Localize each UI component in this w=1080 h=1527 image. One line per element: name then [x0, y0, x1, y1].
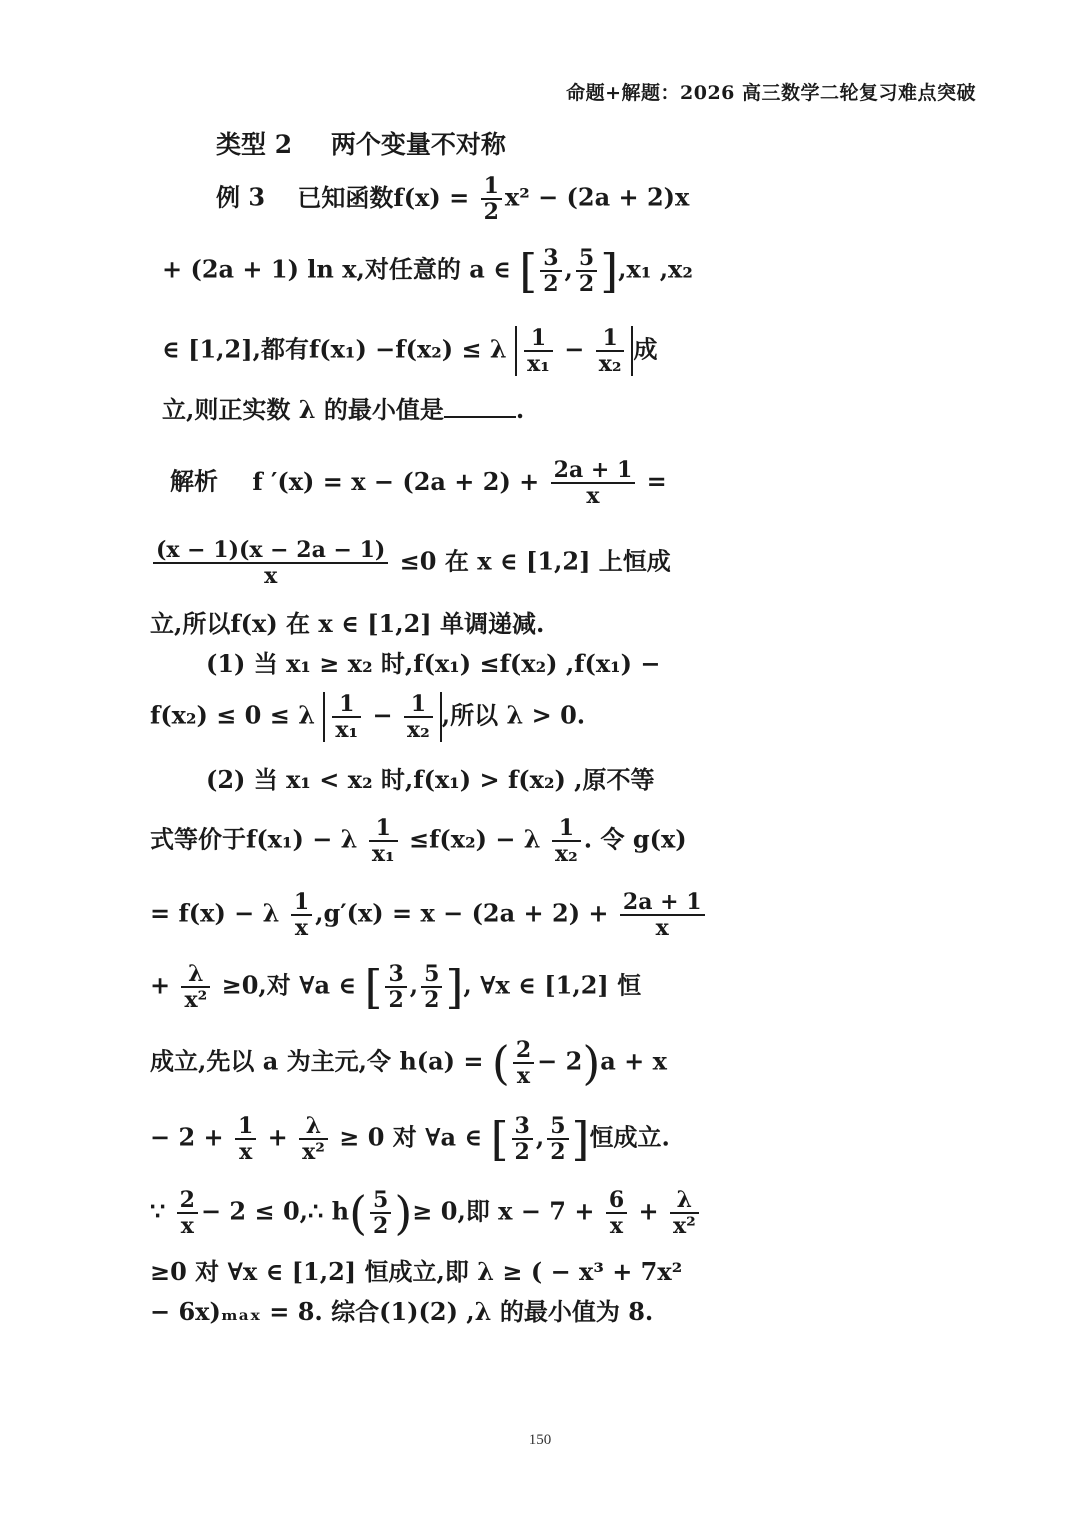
solution-line-9: + $\frac{\lambda}{\text{x²}}$ ≥0,对 ∀a ∈ [ $\frac{3}{2}$ , $\frac{5}{2}$ ], ∀x ∈ [1,2] 恒 [150, 960, 642, 1015]
solution-text: − 2 ≤ 0,∴ h [200, 1196, 350, 1226]
fraction-five-halves [547, 1114, 568, 1164]
solution-text: , ∀x ∈ [1,2] 恒 [463, 970, 642, 1000]
solution-text: . 令 g(x) [583, 824, 687, 854]
frac-den: 2 [373, 1213, 389, 1240]
frac-num: 2 [177, 1188, 198, 1214]
fraction-one-over-x1 [332, 692, 361, 742]
frac-den: x [264, 563, 278, 590]
solution-text: a + x [600, 1046, 667, 1076]
frac-num: 1 [291, 890, 312, 916]
example-text: ∈ [1,2],都有f(x₁) −f(x₂) ≤ λ [162, 334, 507, 364]
bracket-close: ] [600, 244, 619, 299]
fraction-2a-plus-1-over-x [620, 890, 705, 940]
solution-line-2 [150, 538, 671, 588]
paren-open: ( [349, 1186, 368, 1241]
solution-line-6: (2) 当 x₁ < x₂ 时,f(x₁) > f(x₂) ,原不等 [206, 765, 655, 794]
section-label: 类型 2 [216, 130, 293, 159]
frac-den: x₁ [371, 841, 395, 868]
fraction-one-over-x [235, 1114, 256, 1164]
bracket-close: ] [445, 960, 464, 1015]
example-text: 立,则正实数 λ 的最小值是 [162, 395, 444, 424]
frac-num: λ [670, 1188, 699, 1214]
solution-text: + [638, 1196, 659, 1226]
solution-text: ≤f(x₂) − λ [409, 824, 541, 854]
bracket-open: [ [364, 960, 383, 1015]
solution-text: ,g′(x) = x − (2a + 2) + [315, 898, 609, 928]
frac-num: 1 [404, 692, 433, 718]
example-text: . [515, 395, 525, 424]
frac-den: x [180, 1213, 194, 1240]
fraction-lambda-over-x2 [299, 1114, 328, 1164]
frac-num: 1 [552, 816, 581, 842]
frac-den: 2 [483, 199, 499, 226]
frac-den: x₂ [554, 841, 578, 868]
absolute-value: $\frac{1}{\text{x₁}}$ − $\frac{1}{\text{x₂}}$ [515, 326, 633, 376]
solution-line-1 [170, 458, 667, 508]
example-line-1 [216, 174, 689, 224]
solution-line-11: − 2 + $\frac{1}{x}$ + $\frac{\lambda}{\text{x²}}$ ≥ 0 对 ∀a ∈ [ $\frac{3}{2}$ , $\frac{5}{2}$ ]恒成立. [150, 1112, 670, 1167]
frac-num: 1 [481, 174, 502, 200]
example-text: x² − (2a + 2)x [504, 182, 690, 212]
solution-text: f(x₂) ≤ 0 ≤ λ [150, 700, 316, 730]
fraction-two-over-x [513, 1038, 534, 1088]
frac-den: x₂ [598, 351, 622, 378]
solution-line-3: 立,所以f(x) 在 x ∈ [1,2] 单调递减. [150, 609, 545, 638]
frac-num: 2a + 1 [551, 458, 636, 484]
fraction-lambda-over-x2 [670, 1188, 699, 1238]
example-text: 已知函数f(x) = [297, 182, 470, 212]
solution-text: = [646, 466, 667, 496]
solution-line-8 [150, 890, 708, 940]
frac-num: 1 [524, 326, 553, 352]
example-text: + (2a + 1) ln x,对任意的 a ∈ [162, 254, 511, 284]
fraction-five-halves [576, 246, 597, 296]
frac-den: x₁ [335, 717, 359, 744]
solution-text: 恒成立. [589, 1122, 670, 1152]
fraction-three-halves [512, 1114, 533, 1164]
solution-text: ∵ [150, 1196, 166, 1226]
frac-den: x² [302, 1139, 325, 1166]
frac-den: x [586, 483, 600, 510]
solution-line-14: − 6x)ₘₐₓ = 8. 综合(1)(2) ,λ 的最小值为 8. [150, 1297, 654, 1326]
frac-num: 5 [370, 1188, 391, 1214]
frac-den: x₂ [406, 717, 430, 744]
fraction-derivative-factored [153, 538, 388, 588]
solution-text: + [267, 1122, 288, 1152]
frac-den: x [239, 1139, 253, 1166]
fraction-three-halves [385, 962, 406, 1012]
bracket-close: ] [571, 1112, 590, 1167]
frac-num: 1 [235, 1114, 256, 1140]
fraction-two-over-x [177, 1188, 198, 1238]
fraction-half [481, 174, 502, 224]
frac-den: 2 [543, 271, 559, 298]
fraction-three-halves [540, 246, 561, 296]
fraction-2a-plus-1-over-x [551, 458, 636, 508]
fraction-one-over-x1 [524, 326, 553, 376]
solution-text: ≥ 0 对 ∀a ∈ [339, 1122, 483, 1152]
solution-text: = f(x) − λ [150, 898, 280, 928]
page-number: 150 [528, 1432, 552, 1448]
frac-num: 5 [576, 246, 597, 272]
solution-line-10 [150, 1036, 667, 1091]
frac-num: 5 [421, 962, 442, 988]
frac-den: 2 [514, 1139, 530, 1166]
frac-num: 1 [369, 816, 398, 842]
solution-line-5 [150, 692, 585, 742]
absolute-value: $\frac{1}{\text{x₁}}$ − $\frac{1}{\text{x₂}}$ [323, 692, 441, 742]
frac-num: λ [181, 962, 210, 988]
solution-text: ,所以 λ > 0. [441, 700, 586, 730]
fraction-five-halves [421, 962, 442, 1012]
section-heading [216, 132, 506, 157]
frac-den: x² [672, 1213, 696, 1240]
fraction-one-over-x2 [596, 326, 625, 376]
example-line-4 [162, 395, 525, 424]
fraction-five-halves [370, 1188, 391, 1238]
frac-den: 2 [550, 1139, 566, 1166]
frac-num: 6 [606, 1188, 627, 1214]
frac-num: λ [299, 1114, 328, 1140]
solution-text: − 2 + [150, 1122, 224, 1152]
frac-num: 3 [385, 962, 406, 988]
frac-num: 5 [547, 1114, 568, 1140]
solution-text: f ′(x) = x − (2a + 2) + [252, 466, 540, 496]
fraction-one-over-x [291, 890, 312, 940]
frac-den: x [609, 1213, 624, 1240]
example-text: ,x₁ ,x₂ [618, 254, 693, 284]
solution-text: ≥0,对 ∀a ∈ [221, 970, 357, 1000]
frac-num: 3 [540, 246, 561, 272]
example-label: 例 3 [216, 182, 266, 212]
solution-text: ≤0 在 x ∈ [1,2] 上恒成 [399, 546, 671, 576]
fraction-one-over-x1 [369, 816, 398, 866]
solution-text: + [150, 970, 171, 1000]
frac-num: 1 [596, 326, 625, 352]
solution-line-13: ≥0 对 ∀x ∈ [1,2] 恒成立,即 λ ≥ ( − x³ + 7x² [150, 1257, 683, 1286]
example-text: 成 [633, 334, 658, 364]
fraction-lambda-over-x2 [181, 962, 210, 1012]
paren-close: ) [394, 1186, 413, 1241]
running-header: 命题+解题：2026 高三数学二轮复习难点突破 [566, 82, 976, 104]
frac-den: x [294, 915, 309, 942]
frac-den: 2 [424, 987, 440, 1014]
solution-text: ≥ 0,即 x − 7 + [412, 1196, 595, 1226]
frac-den: x [516, 1063, 531, 1090]
solution-line-12 [150, 1186, 702, 1241]
example-line-2: + (2a + 1) ln x,对任意的 a ∈ [ $\frac{3}{2}$ , $\frac{5}{2}$ ],x₁ ,x₂ [162, 244, 693, 299]
solution-text: 式等价于f(x₁) − λ [150, 824, 358, 854]
frac-den: x [655, 915, 669, 942]
solution-line-4: (1) 当 x₁ ≥ x₂ 时,f(x₁) ≤f(x₂) ,f(x₁) − [206, 649, 661, 678]
frac-num: 2 [513, 1038, 534, 1064]
frac-den: x² [184, 987, 208, 1014]
answer-blank [444, 398, 516, 418]
frac-num: 3 [512, 1114, 533, 1140]
bracket-open: [ [490, 1112, 509, 1167]
frac-den: x₁ [527, 351, 550, 378]
frac-num: 2a + 1 [620, 890, 705, 916]
solution-text: − 2 [537, 1046, 583, 1076]
frac-num: (x − 1)(x − 2a − 1) [153, 538, 388, 564]
frac-den: 2 [578, 271, 595, 298]
solution-line-7 [150, 816, 687, 866]
section-title: 两个变量不对称 [330, 130, 506, 159]
example-line-3 [162, 326, 657, 376]
paren-open: ( [491, 1036, 510, 1091]
solution-label: 解析 [170, 466, 218, 496]
paren-close: ) [582, 1036, 601, 1091]
frac-num: 1 [332, 692, 361, 718]
fraction-six-over-x [606, 1188, 627, 1238]
fraction-one-over-x2 [552, 816, 581, 866]
frac-den: 2 [388, 987, 404, 1014]
fraction-one-over-x2 [404, 692, 433, 742]
solution-text: 成立,先以 a 为主元,令 h(a) = [150, 1046, 484, 1076]
bracket-open: [ [519, 244, 538, 299]
